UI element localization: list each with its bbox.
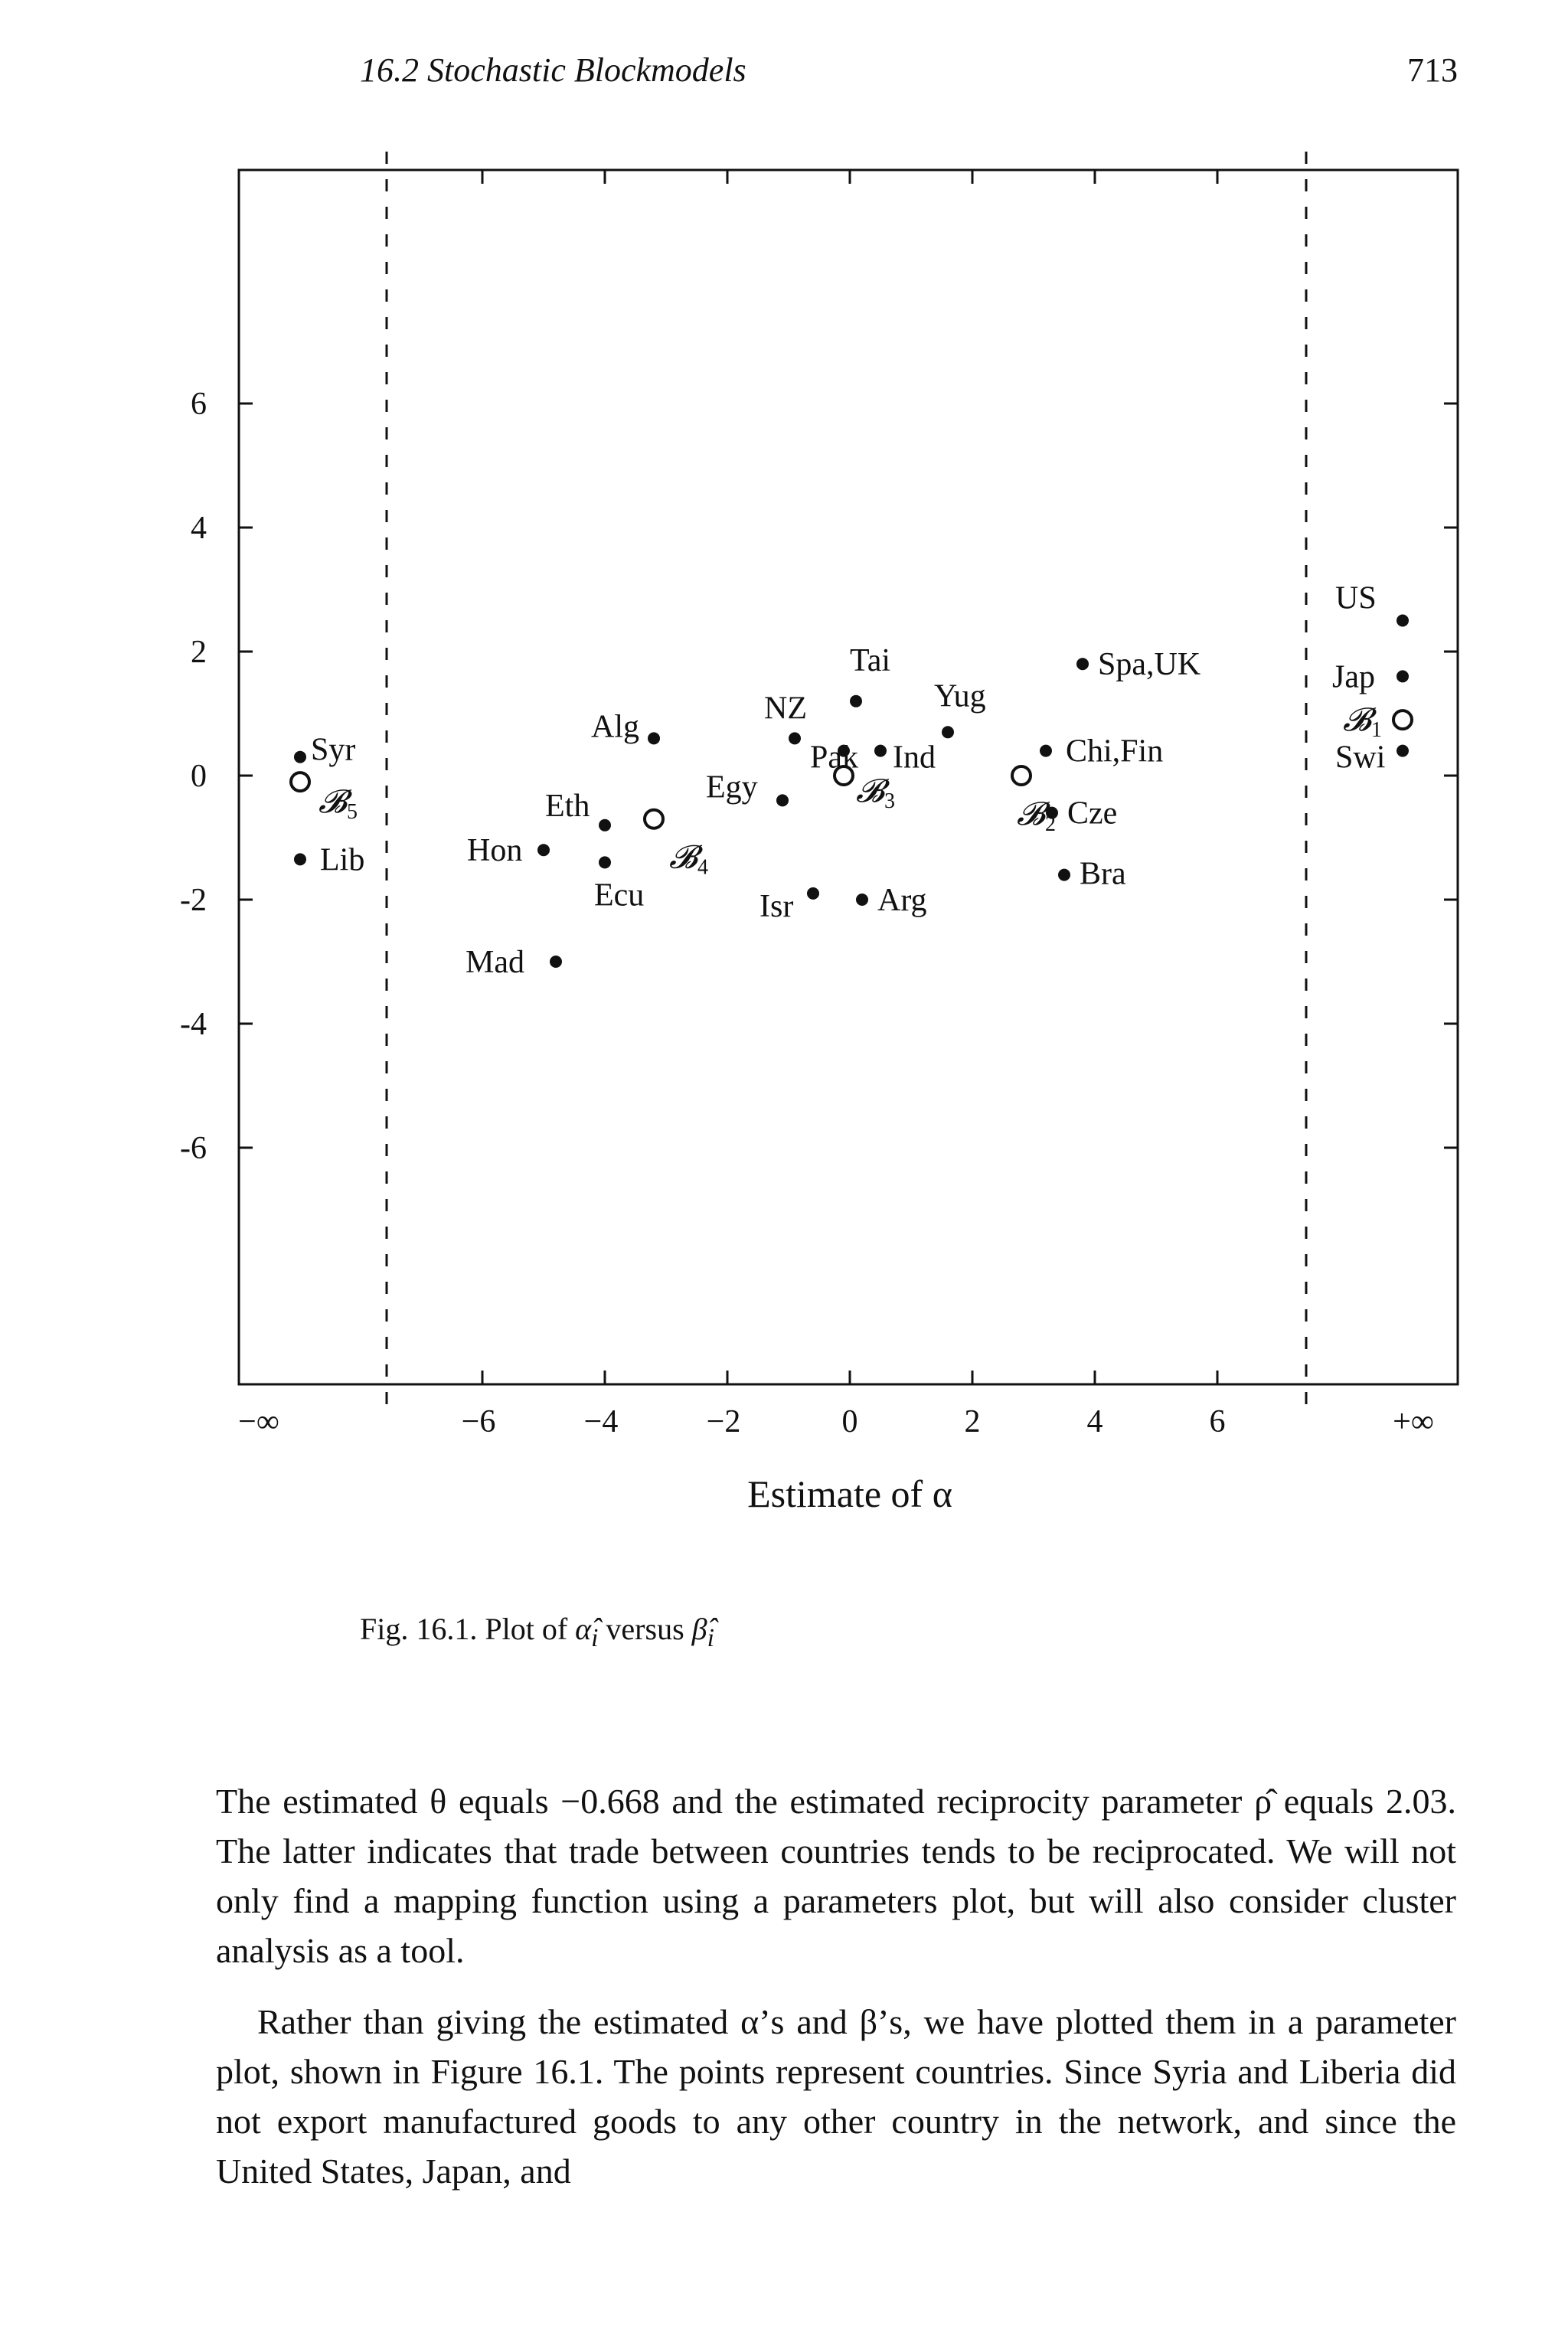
caption-prefix: Fig. 16.1. Plot of <box>360 1612 576 1646</box>
point-ecu <box>599 856 611 868</box>
point-syr <box>294 751 306 763</box>
point-label: Jap <box>1332 659 1375 695</box>
y-tick-label: -2 <box>180 883 207 918</box>
x-tick-label: −4 <box>583 1404 619 1439</box>
point-label: Chi,Fin <box>1066 733 1164 769</box>
point-lib <box>294 853 306 865</box>
point-label: Tai <box>850 642 891 678</box>
point-label: Egy <box>706 769 758 805</box>
block-1-label: 𝓑1 <box>1343 703 1383 743</box>
point-label: Isr <box>760 888 794 924</box>
point-egy <box>776 794 789 806</box>
block-2-marker <box>1012 766 1031 785</box>
y-tick-label: -4 <box>180 1007 207 1042</box>
running-head: 16.2 Stochastic Blockmodels <box>360 51 746 89</box>
point-label: Arg <box>877 883 927 918</box>
point-eth <box>599 819 611 831</box>
x-tick-label: −∞ <box>238 1404 279 1439</box>
x-tick-label: 2 <box>964 1404 981 1439</box>
point-ind <box>874 745 887 757</box>
plot-frame <box>239 170 1458 1384</box>
point-swi <box>1396 745 1409 757</box>
block-3-label: 𝓑3 <box>856 774 896 813</box>
y-tick-label: 4 <box>191 511 207 546</box>
point-jap <box>1396 670 1409 682</box>
point-tai <box>850 695 862 707</box>
point-label: Spa,UK <box>1098 647 1201 683</box>
block-2-label: 𝓑2 <box>1017 797 1057 836</box>
point-nz <box>789 732 801 744</box>
point-us <box>1396 615 1409 627</box>
caption-alpha: α̂ <box>575 1612 592 1646</box>
point-label: Lib <box>320 842 365 878</box>
paragraph-1 <box>216 1776 1456 1975</box>
point-spa-uk <box>1076 658 1089 670</box>
x-tick-label: −2 <box>706 1404 741 1439</box>
point-label: NZ <box>764 691 807 727</box>
x-axis-label: Estimate of α <box>747 1472 952 1515</box>
point-label: Eth <box>545 788 590 824</box>
x-tick-label: 6 <box>1209 1404 1226 1439</box>
block-1-marker <box>1393 711 1412 729</box>
caption-alpha-sub: i <box>591 1624 599 1652</box>
point-label: Hon <box>467 833 523 869</box>
point-label: Bra <box>1080 856 1126 892</box>
point-label: Mad <box>466 945 524 980</box>
point-isr <box>807 887 819 900</box>
block-5-marker <box>291 773 309 791</box>
point-label: Ind <box>893 740 936 776</box>
point-yug <box>942 726 954 738</box>
point-label: Syr <box>311 732 356 768</box>
block-5-label: 𝓑5 <box>318 785 358 825</box>
point-hon <box>537 844 550 856</box>
point-label: Cze <box>1067 796 1118 831</box>
caption-beta-sub: i <box>707 1624 714 1652</box>
paragraph-2 <box>216 1997 1456 2196</box>
paragraph-1-text: The estimated θ equals −0.668 and the estimated reciprocity parameter ρ̂ equals 2.03. The latter indicates that trade between countries tends to be reciprocated. We will not only find a mapping function using a parameters plot, but will also consider cluster analysis as a tool. <box>216 1782 1456 1970</box>
point-alg <box>648 732 660 744</box>
point-label: Pak <box>810 740 858 776</box>
y-tick-label: 6 <box>191 387 207 422</box>
page-number: 713 <box>1407 51 1458 89</box>
block-4-label: 𝓑4 <box>669 840 709 880</box>
point-mad <box>550 956 562 968</box>
paragraph-2-text: Rather than giving the estimated α’s and β’s, we have plotted them in a parameter plot, shown in Figure 16.1. The points represent countries. Since Syria and Liberia did not export manufactured goods to any other country in the network, and since the United States, Japan, and <box>216 2002 1456 2191</box>
point-label: Ecu <box>594 877 645 913</box>
point-label: Yug <box>934 678 986 714</box>
y-tick-label: 2 <box>191 635 207 670</box>
x-tick-label: +∞ <box>1393 1404 1434 1439</box>
point-bra <box>1058 869 1070 881</box>
point-label: Swi <box>1335 740 1386 776</box>
x-tick-label: 0 <box>841 1404 858 1439</box>
point-arg <box>856 894 868 906</box>
point-chi-fin <box>1040 745 1052 757</box>
caption-mid: versus <box>598 1612 692 1646</box>
point-label: Alg <box>591 709 639 745</box>
point-label: US <box>1335 580 1377 616</box>
figure-caption <box>360 1611 714 1653</box>
y-tick-label: -6 <box>180 1131 207 1166</box>
x-tick-label: 4 <box>1086 1404 1103 1439</box>
x-tick-label: −6 <box>461 1404 496 1439</box>
caption-beta: β̂ <box>691 1612 707 1646</box>
block-4-marker <box>645 810 663 828</box>
y-tick-label: 0 <box>191 759 207 794</box>
